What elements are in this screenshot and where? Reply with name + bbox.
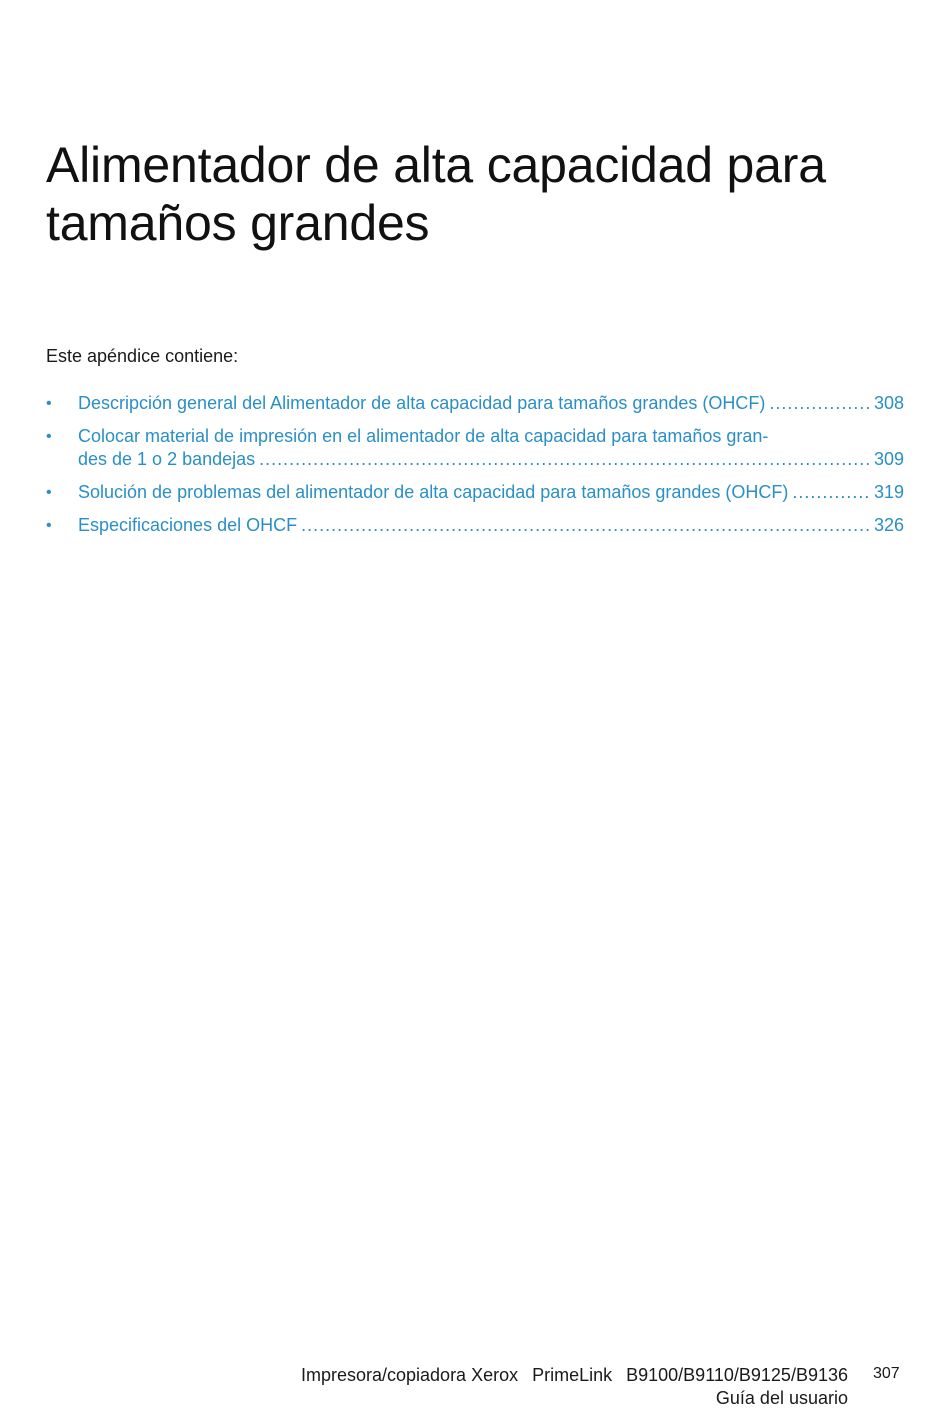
bullet-icon: • xyxy=(46,484,52,501)
toc-item-troubleshooting[interactable] xyxy=(46,481,904,504)
page-title: Alimentador de alta capacidad para tamaños grandes xyxy=(46,137,826,251)
bullet-icon: • xyxy=(46,428,52,445)
footer-guide: Guía del usuario xyxy=(715,1388,848,1408)
toc-page-number[interactable]: 309 xyxy=(873,449,904,469)
toc-item-overview[interactable] xyxy=(46,392,904,415)
footer-product-line xyxy=(301,1364,848,1387)
toc-item-specifications[interactable] xyxy=(46,514,904,537)
dot-leader xyxy=(792,481,870,504)
table-of-contents xyxy=(46,392,904,547)
page-number: 307 xyxy=(873,1365,900,1382)
bullet-icon: • xyxy=(46,395,52,412)
toc-item-label[interactable]: Descripción general del Alimentador de alta capacidad para tamaños grandes (OHCF) xyxy=(78,393,766,413)
toc-page-number[interactable]: 308 xyxy=(873,393,904,413)
toc-item-load-media[interactable] xyxy=(46,425,904,471)
dot-leader xyxy=(769,392,870,415)
bullet-icon: • xyxy=(46,517,52,534)
intro-text: Este apéndice contiene: xyxy=(46,346,239,366)
dot-leader xyxy=(301,514,870,537)
toc-page-number[interactable]: 326 xyxy=(873,515,904,535)
toc-item-label[interactable]: Solución de problemas del alimentador de alta capacidad para tamaños grandes (OHCF) xyxy=(78,482,789,502)
toc-item-label[interactable]: des de 1 o 2 bandejas xyxy=(78,449,256,469)
dot-leader xyxy=(259,448,870,471)
toc-item-label[interactable]: Especificaciones del OHCF xyxy=(78,515,298,535)
toc-page-number[interactable]: 319 xyxy=(873,482,904,502)
page-footer xyxy=(301,1364,848,1410)
footer-models: B9100/B9110/B9125/B9136 xyxy=(626,1365,848,1385)
toc-item-label-line1[interactable]: Colocar material de impresión en el alimentador de alta capacidad para tamaños gran- xyxy=(78,426,769,446)
footer-brand: PrimeLink xyxy=(532,1365,613,1385)
footer-product: Impresora/copiadora Xerox xyxy=(300,1365,519,1385)
